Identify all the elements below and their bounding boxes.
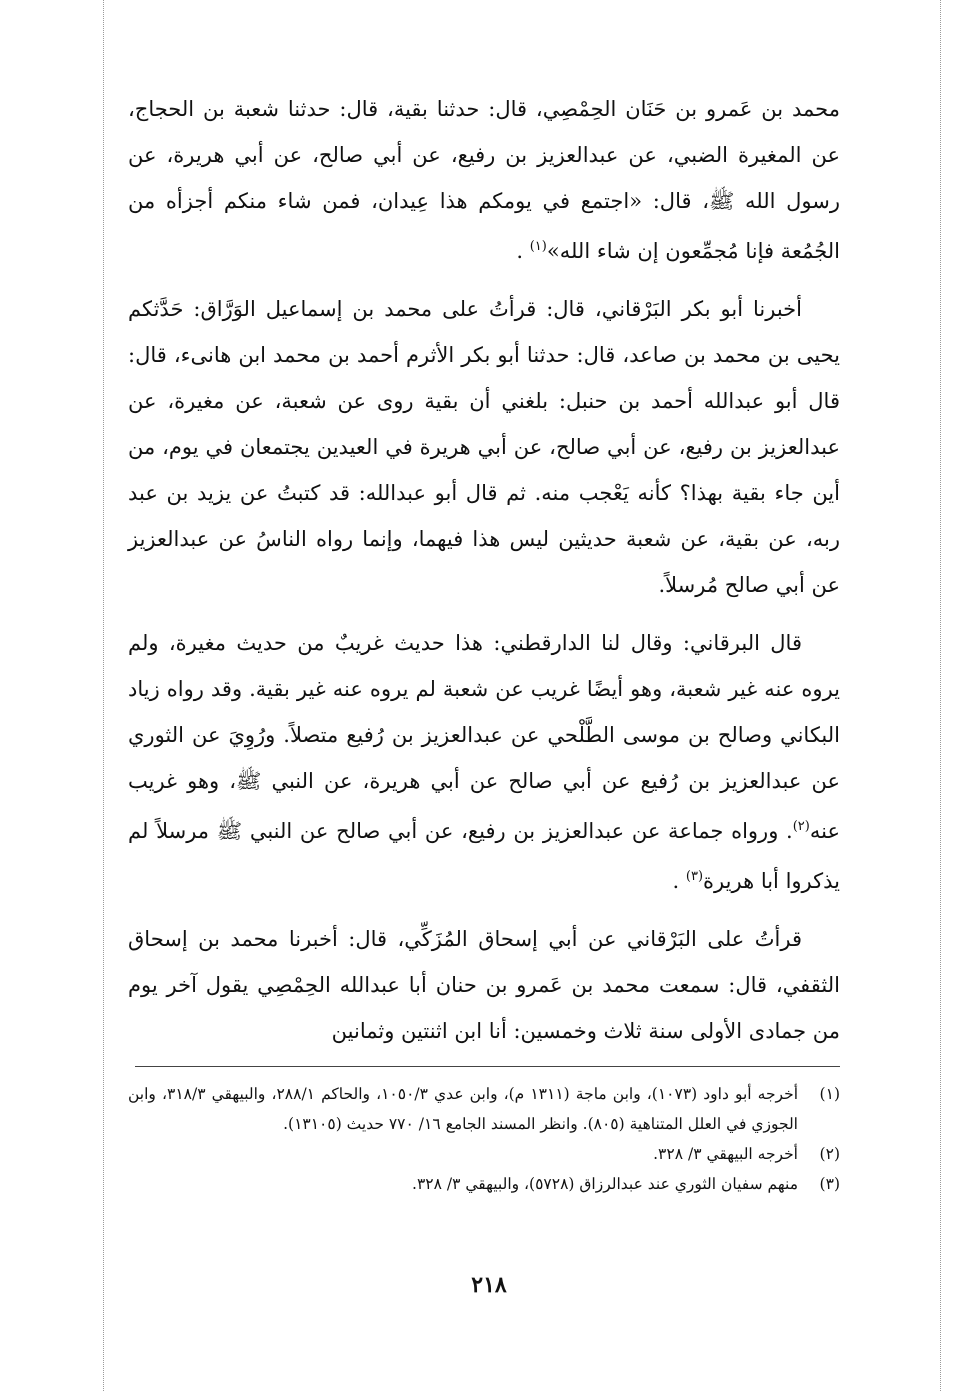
paragraph-3 (128, 620, 840, 904)
footnote-number: (٣) (819, 1175, 840, 1193)
paragraph-4-text: قرأتُ على البَرْقاني عن أبي إسحاق المُزَكِّي، قال: أخبرنا محمد بن إسحاق الثقفي، قال: سمعت محمد بن عَمرو بن حنان أبا عبدالله الحِمْصِي يقول آخر يوم من جمادى الأولى سنة ثلاث وخمسين: أنا ابن اثنتين وثمانين (128, 927, 840, 1043)
footnote-ref-3: (٣) (685, 869, 704, 884)
footnote-text: أخرجه البيهقي ٣/ ٣٢٨. (653, 1145, 798, 1163)
footnote-3 (128, 1169, 840, 1199)
page-number: ٢١٨ (471, 1272, 507, 1298)
paragraph-1 (128, 86, 840, 274)
footnote-text: أخرجه أبو داود (١٠٧٣)، وابن ماجة (١٣١١ م)، وابن عدي ١٠٥٠/٣، والحاكم ٢٨٨/١، والبيهقي ٣١٨/٣، وابن الجوزي في العلل المتناهية (٨٠٥). وانظر المسند الجامع ١٦/ ٧٧٠ حديث (١٣١٠٥). (128, 1085, 798, 1133)
binding-margin-line-left (103, 0, 104, 1391)
footnote-separator (135, 1066, 840, 1067)
paragraph-1-text: محمد بن عَمرو بن حَنَان الحِمْصِي، قال: حدثنا بقية، قال: حدثنا شعبة بن الحجاج، عن المغيرة الضبي، عن عبدالعزيز بن رفيع، عن أبي صالح، عن أبي هريرة، عن رسول الله ﷺ، قال: «اجتمع في يومكم هذا عِيدان، فمن شاء منكم أجزأه من الجُمُعة فإنا مُجمِّعون إن شاء الله» (128, 97, 840, 263)
footnote-ref-2: (٢) (792, 819, 810, 834)
footnotes (128, 1079, 840, 1199)
paragraph-4 (128, 916, 840, 1054)
paragraph-2-text: أخبرنا أبو بكر البَرْقاني، قال: قرأتُ على محمد بن إسماعيل الوَرَّاق: حَدَّثكم يحيى بن محمد بن صاعد، قال: حدثنا أبو بكر الأثرم أحمد بن محمد ابن هانىء، قال: قال أبو عبدالله أحمد بن حنبل: بلغني أن بقية روى عن شعبة، عن مغيرة، عن عبدالعزيز بن رفيع، عن أبي صالح، عن أبي هريرة في العيدين يجتمعان في يوم، من أين جاء بقية بهذا؟ كأنه يَعْجب منه. ثم قال أبو عبدالله: قد كتبتُ عن يزيد بن عبد ربه، عن بقية، عن شعبة حديثين ليس هذا فيهما، وإنما رواه الناسُ عن عبدالعزيز عن أبي صالح مُرسلاً. (128, 297, 840, 597)
page-body (128, 86, 840, 1199)
footnote-text: منهم سفيان الثوري عند عبدالرزاق (٥٧٢٨)، والبيهقي ٣/ ٣٢٨. (412, 1175, 798, 1193)
paragraph-1-tail: . (516, 239, 530, 263)
footnote-number: (٢) (819, 1145, 840, 1163)
footnote-1 (128, 1079, 840, 1139)
paragraph-3-tail2: . (672, 869, 686, 893)
paragraph-3-text: قال البرقاني: وقال لنا الدارقطني: هذا حديث غريبٌ من حديث مغيرة، ولم يروه عنه غير شعبة، وهو أيضًا غريب عن شعبة لم يروه عنه غير بقية. وقد رواه زياد البكاني وصالح بن موسى الطَّلْحي عن عبدالعزيز بن رُفيع متصلاً. ورُوِيَ عن الثوري عن عبدالعزيز بن رُفيع عن أبي صالح عن أبي هريرة، عن النبي ﷺ، وهو غريب عنه (128, 631, 840, 843)
footnote-number: (١) (819, 1085, 840, 1103)
paragraph-3-tail: . ورواه جماعة عن عبدالعزيز بن رفيع، عن أبي صالح عن النبي ﷺ مرسلاً لم يذكروا أبا هريرة (128, 819, 840, 893)
footnote-ref-1: (١) (529, 239, 547, 254)
binding-margin-line-right (940, 0, 941, 1391)
paragraph-2 (128, 286, 840, 608)
footnote-2 (128, 1139, 840, 1169)
